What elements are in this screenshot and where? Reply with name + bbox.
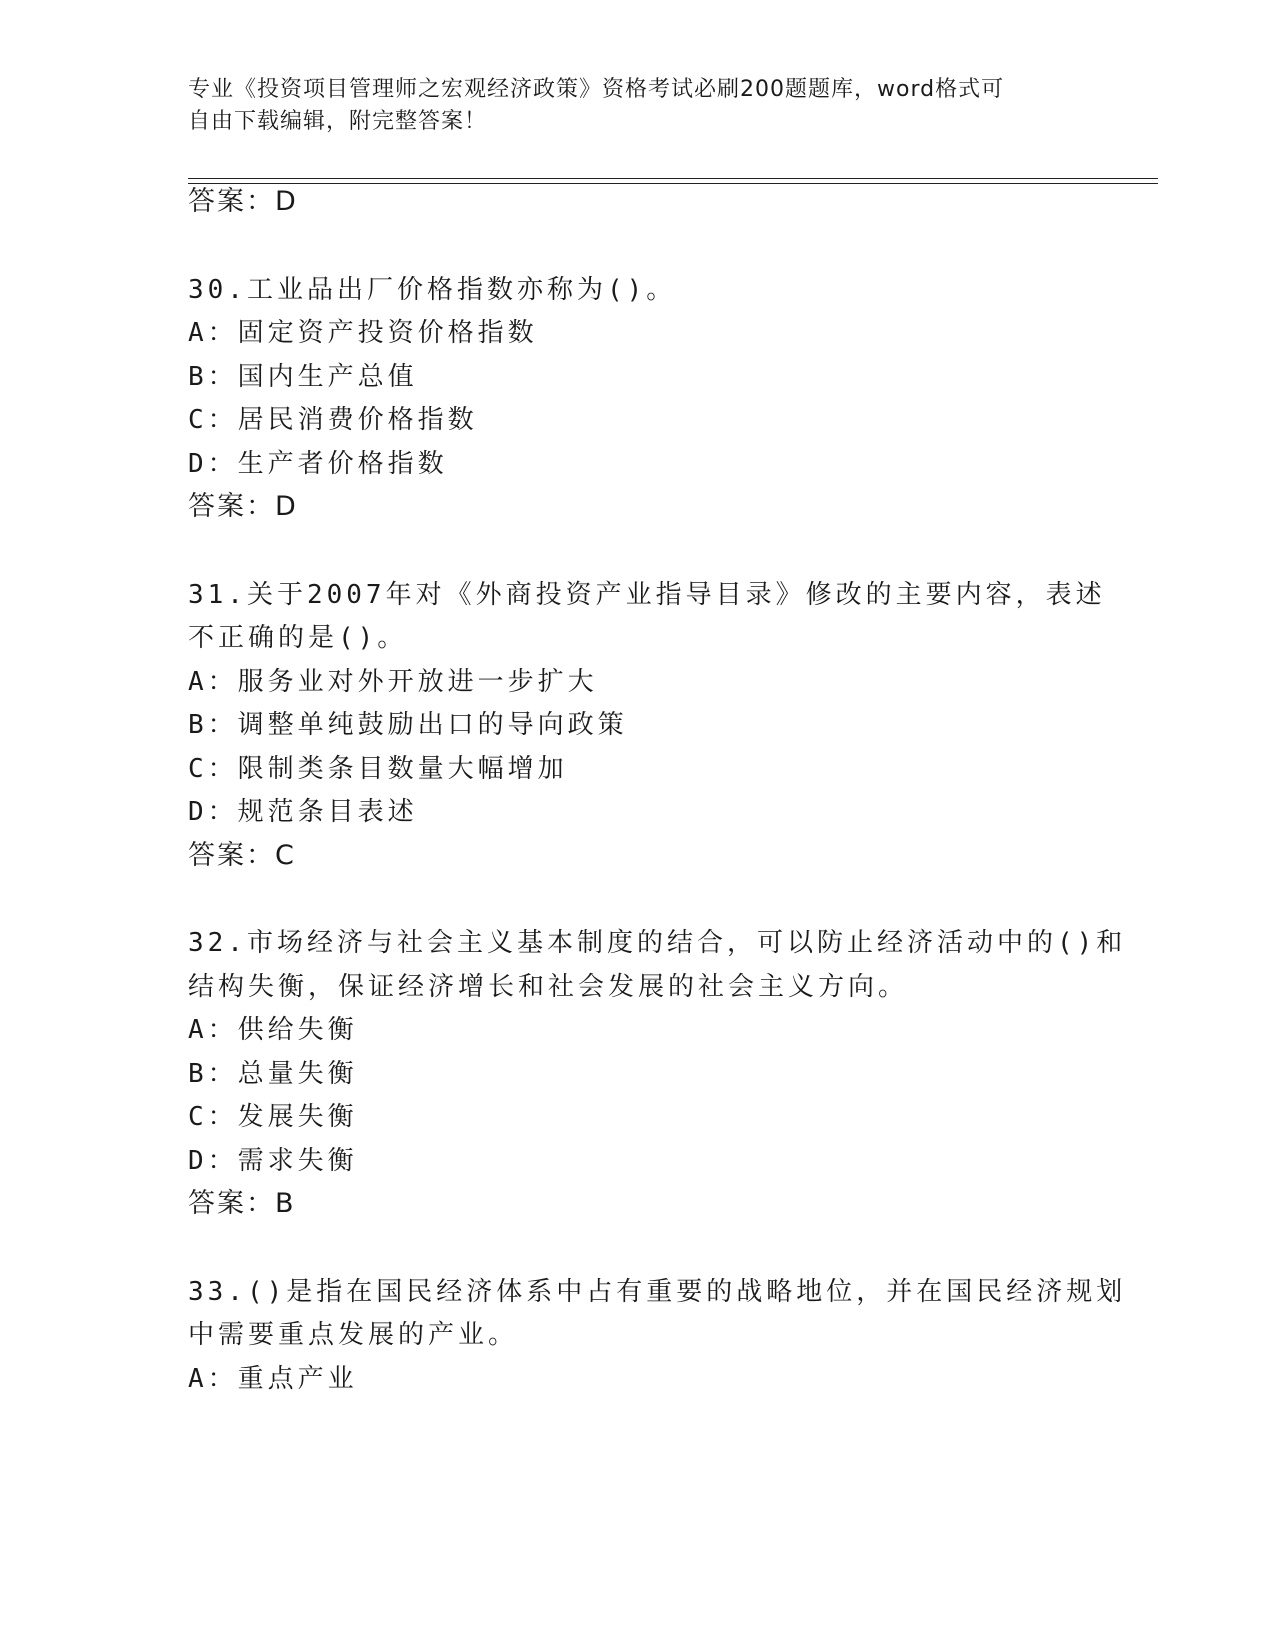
option-d: D：生产者价格指数 — [188, 449, 448, 479]
option-c: C：发展失衡 — [188, 1102, 358, 1132]
question-text: 中需要重点发展的产业。 — [188, 1320, 519, 1350]
option-a: A：重点产业 — [188, 1364, 358, 1394]
question-text: 32.市场经济与社会主义基本制度的结合，可以防止经济活动中的()和 — [188, 928, 1127, 958]
option-b: B：国内生产总值 — [188, 362, 418, 392]
document-header — [188, 74, 1068, 138]
header-divider — [188, 183, 1158, 184]
answer-text: 答案：C — [188, 840, 296, 871]
option-a: A：服务业对外开放进一步扩大 — [188, 667, 598, 697]
answer-text: 答案：D — [188, 186, 298, 217]
option-b: B：调整单纯鼓励出口的导向政策 — [188, 710, 628, 740]
answer-text: 答案：B — [188, 1188, 296, 1219]
header-line: 自由下载编辑，附完整答案！ — [188, 109, 488, 134]
header-line: 专业《投资项目管理师之宏观经济政策》资格考试必刷200题题库，word格式可 — [188, 77, 1005, 102]
question-text: 33.()是指在国民经济体系中占有重要的战略地位，并在国民经济规划 — [188, 1277, 1127, 1307]
option-a: A：固定资产投资价格指数 — [188, 318, 538, 348]
option-c: C：限制类条目数量大幅增加 — [188, 754, 568, 784]
option-d: D：需求失衡 — [188, 1146, 358, 1176]
answer-text: 答案：D — [188, 491, 298, 522]
option-d: D：规范条目表述 — [188, 797, 418, 827]
option-a: A：供给失衡 — [188, 1015, 358, 1045]
option-c: C：居民消费价格指数 — [188, 405, 478, 435]
question-text: 不正确的是()。 — [188, 623, 408, 653]
question-text: 31.关于2007年对《外商投资产业指导目录》修改的主要内容，表述 — [188, 580, 1106, 610]
question-text: 结构失衡，保证经济增长和社会发展的社会主义方向。 — [188, 972, 909, 1002]
option-b: B：总量失衡 — [188, 1059, 358, 1089]
question-text: 30.工业品出厂价格指数亦称为()。 — [188, 275, 677, 305]
header-divider — [188, 178, 1158, 179]
